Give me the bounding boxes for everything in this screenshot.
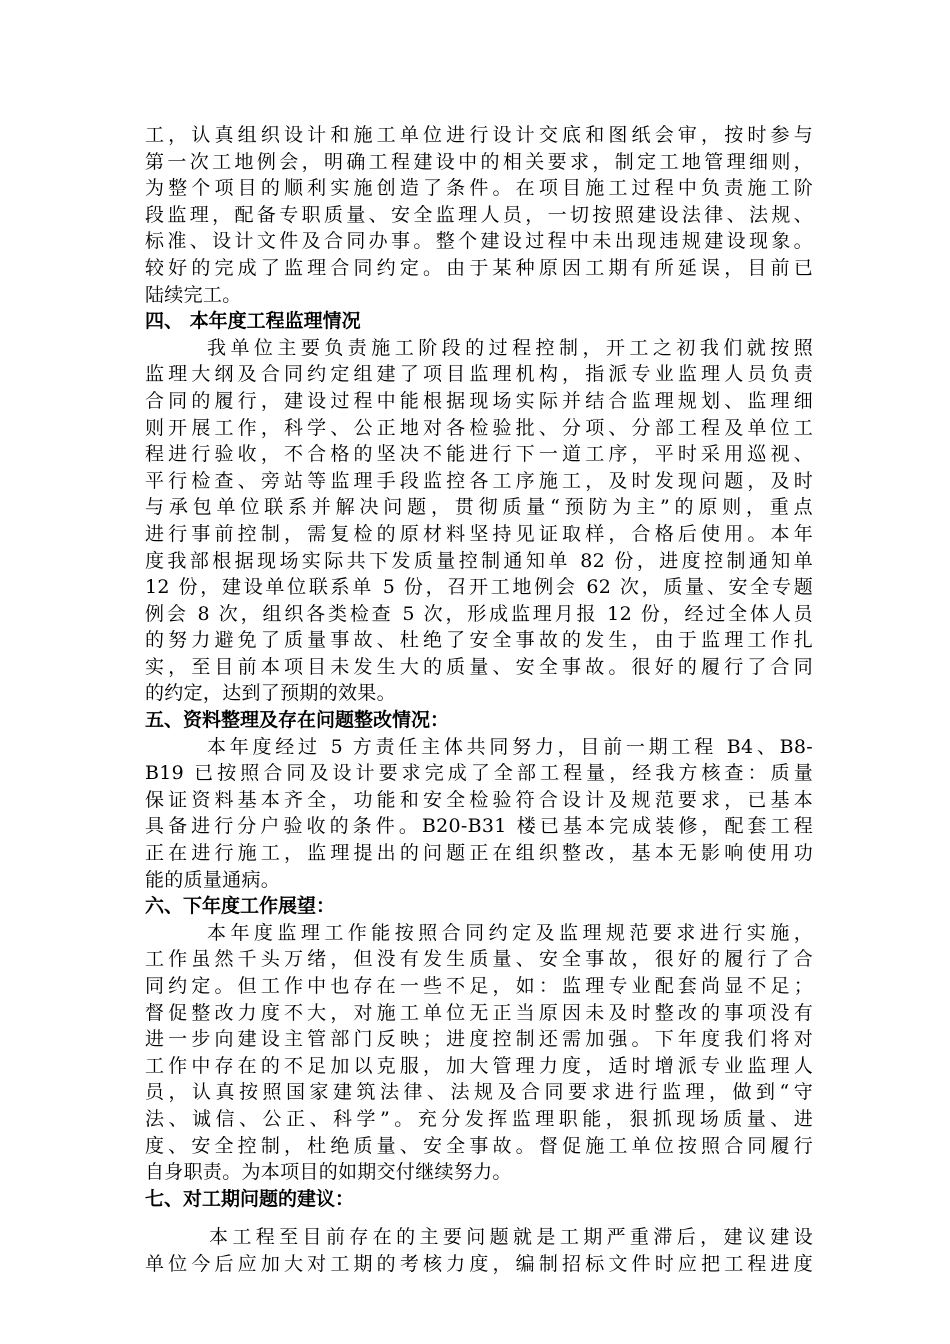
paragraph-line: 12 份，建设单位联系单 5 份，召开工地例会 62 次，质量、安全专题 <box>145 576 813 599</box>
paragraph-line: 我单位主要负责施工阶段的过程控制，开工之初我们就按照 <box>207 336 813 359</box>
paragraph-line: 保证资料基本齐全，功能和安全检验符合设计及规范要求，已基本 <box>145 788 813 811</box>
document-body <box>145 122 813 1278</box>
paragraph-line: 监理大纲及合同约定组建了项目监理机构，指派专业监理人员负责 <box>145 363 813 386</box>
paragraph-line: 实，至目前本项目未发生大的质量、安全事故。很好的履行了合同 <box>145 655 813 678</box>
paragraph-line: 较好的完成了监理合同约定。由于某种原因工期有所延误，目前已 <box>145 256 813 279</box>
paragraph-line: 则开展工作，科学、公正地对各检验批、分项、分部工程及单位工 <box>145 416 813 439</box>
paragraph-line: 度、安全控制，杜绝质量、安全事故。督促施工单位按照合同履行 <box>145 1134 813 1157</box>
paragraph-line: 工，认真组织设计和施工单位进行设计交底和图纸会审，按时参与 <box>145 124 813 146</box>
paragraph-line: 工作虽然千头万绪，但没有发生质量、安全事故，很好的履行了合 <box>145 948 813 971</box>
paragraph-line: 例会 8 次，组织各类检查 5 次，形成监理月报 12 份，经过全体人员 <box>145 602 813 625</box>
paragraph-line: 进一步向建设主管部门反映；进度控制还需加强。下年度我们将对 <box>145 1028 813 1051</box>
paragraph-line: 与承包单位联系并解决问题，贯彻质量“预防为主”的原则，重点 <box>145 496 813 519</box>
paragraph-line: 为整个项目的顺利实施创造了条件。在项目施工过程中负责施工阶 <box>145 177 813 200</box>
paragraph-line: 标准、设计文件及合同办事。整个建设过程中未出现违规建设现象。 <box>145 230 813 253</box>
section-heading-5: 五、资料整理及存在问题整改情况： <box>145 709 450 732</box>
paragraph-line: 正在进行施工，监理提出的问题正在组织整改，基本无影响使用功 <box>145 842 813 865</box>
paragraph-gap <box>145 1212 813 1224</box>
paragraph-line: 平行检查、旁站等监理手段监控各工序施工，及时发现问题，及时 <box>145 469 813 492</box>
paragraph-line: 具备进行分户验收的条件。B20-B31 楼已基本完成装修，配套工程 <box>145 815 813 838</box>
paragraph-line: 督促整改力度不大，对施工单位无正当原因未及时整改的事项没有 <box>145 1001 813 1024</box>
section-heading-7: 七、对工期问题的建议： <box>145 1187 355 1210</box>
section-heading-4: 四、 本年度工程监理情况 <box>145 310 361 333</box>
paragraph-line: 第一次工地例会，明确工程建设中的相关要求，制定工地管理细则， <box>145 150 813 173</box>
paragraph-line: 同约定。但工作中也存在一些不足，如：监理专业配套尚显不足； <box>145 975 813 997</box>
paragraph-line: 的约定，达到了预期的效果。 <box>145 682 396 705</box>
paragraph-line: 进行事前控制，需复检的原材料坚持见证取样，合格后使用。本年 <box>145 522 813 545</box>
paragraph-line: B19 已按照合同及设计要求完成了全部工程量，经我方核查：质量 <box>145 762 813 785</box>
paragraph-line: 法、诚信、公正、科学”。充分发挥监理职能，狠抓现场质量、进 <box>145 1107 813 1130</box>
paragraph-line: 度我部根据现场实际共下发质量控制通知单 82 份，进度控制通知单 <box>145 549 813 572</box>
paragraph-line: 本年度经过 5 方责任主体共同努力，目前一期工程 B4、B8- <box>207 735 813 758</box>
paragraph-line: 单位今后应加大对工期的考核力度，编制招标文件时应把工程进度 <box>145 1252 813 1275</box>
section-heading-6: 六、下年度工作展望： <box>145 895 336 918</box>
paragraph-line: 段监理，配备专职质量、安全监理人员，一切按照建设法律、法规、 <box>145 203 813 226</box>
paragraph-line: 员，认真按照国家建筑法律、法规及合同要求进行监理，做到“守 <box>145 1081 813 1104</box>
paragraph-line: 工作中存在的不足加以克服，加大管理力度，适时增派专业监理人 <box>145 1054 813 1077</box>
paragraph-line: 合同的履行，建设过程中能根据现场实际并结合监理规划、监理细 <box>145 389 813 412</box>
paragraph-line: 自身职责。为本项目的如期交付继续努力。 <box>145 1161 512 1184</box>
paragraph-line: 程进行验收，不合格的坚决不能进行下一道工序，平时采用巡视、 <box>145 443 813 466</box>
paragraph-line: 能的质量通病。 <box>145 868 281 891</box>
paragraph-line: 本年度监理工作能按照合同约定及监理规范要求进行实施， <box>207 921 813 944</box>
paragraph-line: 的努力避免了质量事故、杜绝了安全事故的发生，由于监理工作扎 <box>145 629 813 652</box>
paragraph-line: 陆续完工。 <box>145 283 242 306</box>
paragraph-line: 本工程至目前存在的主要问题就是工期严重滞后，建议建设 <box>209 1226 813 1249</box>
